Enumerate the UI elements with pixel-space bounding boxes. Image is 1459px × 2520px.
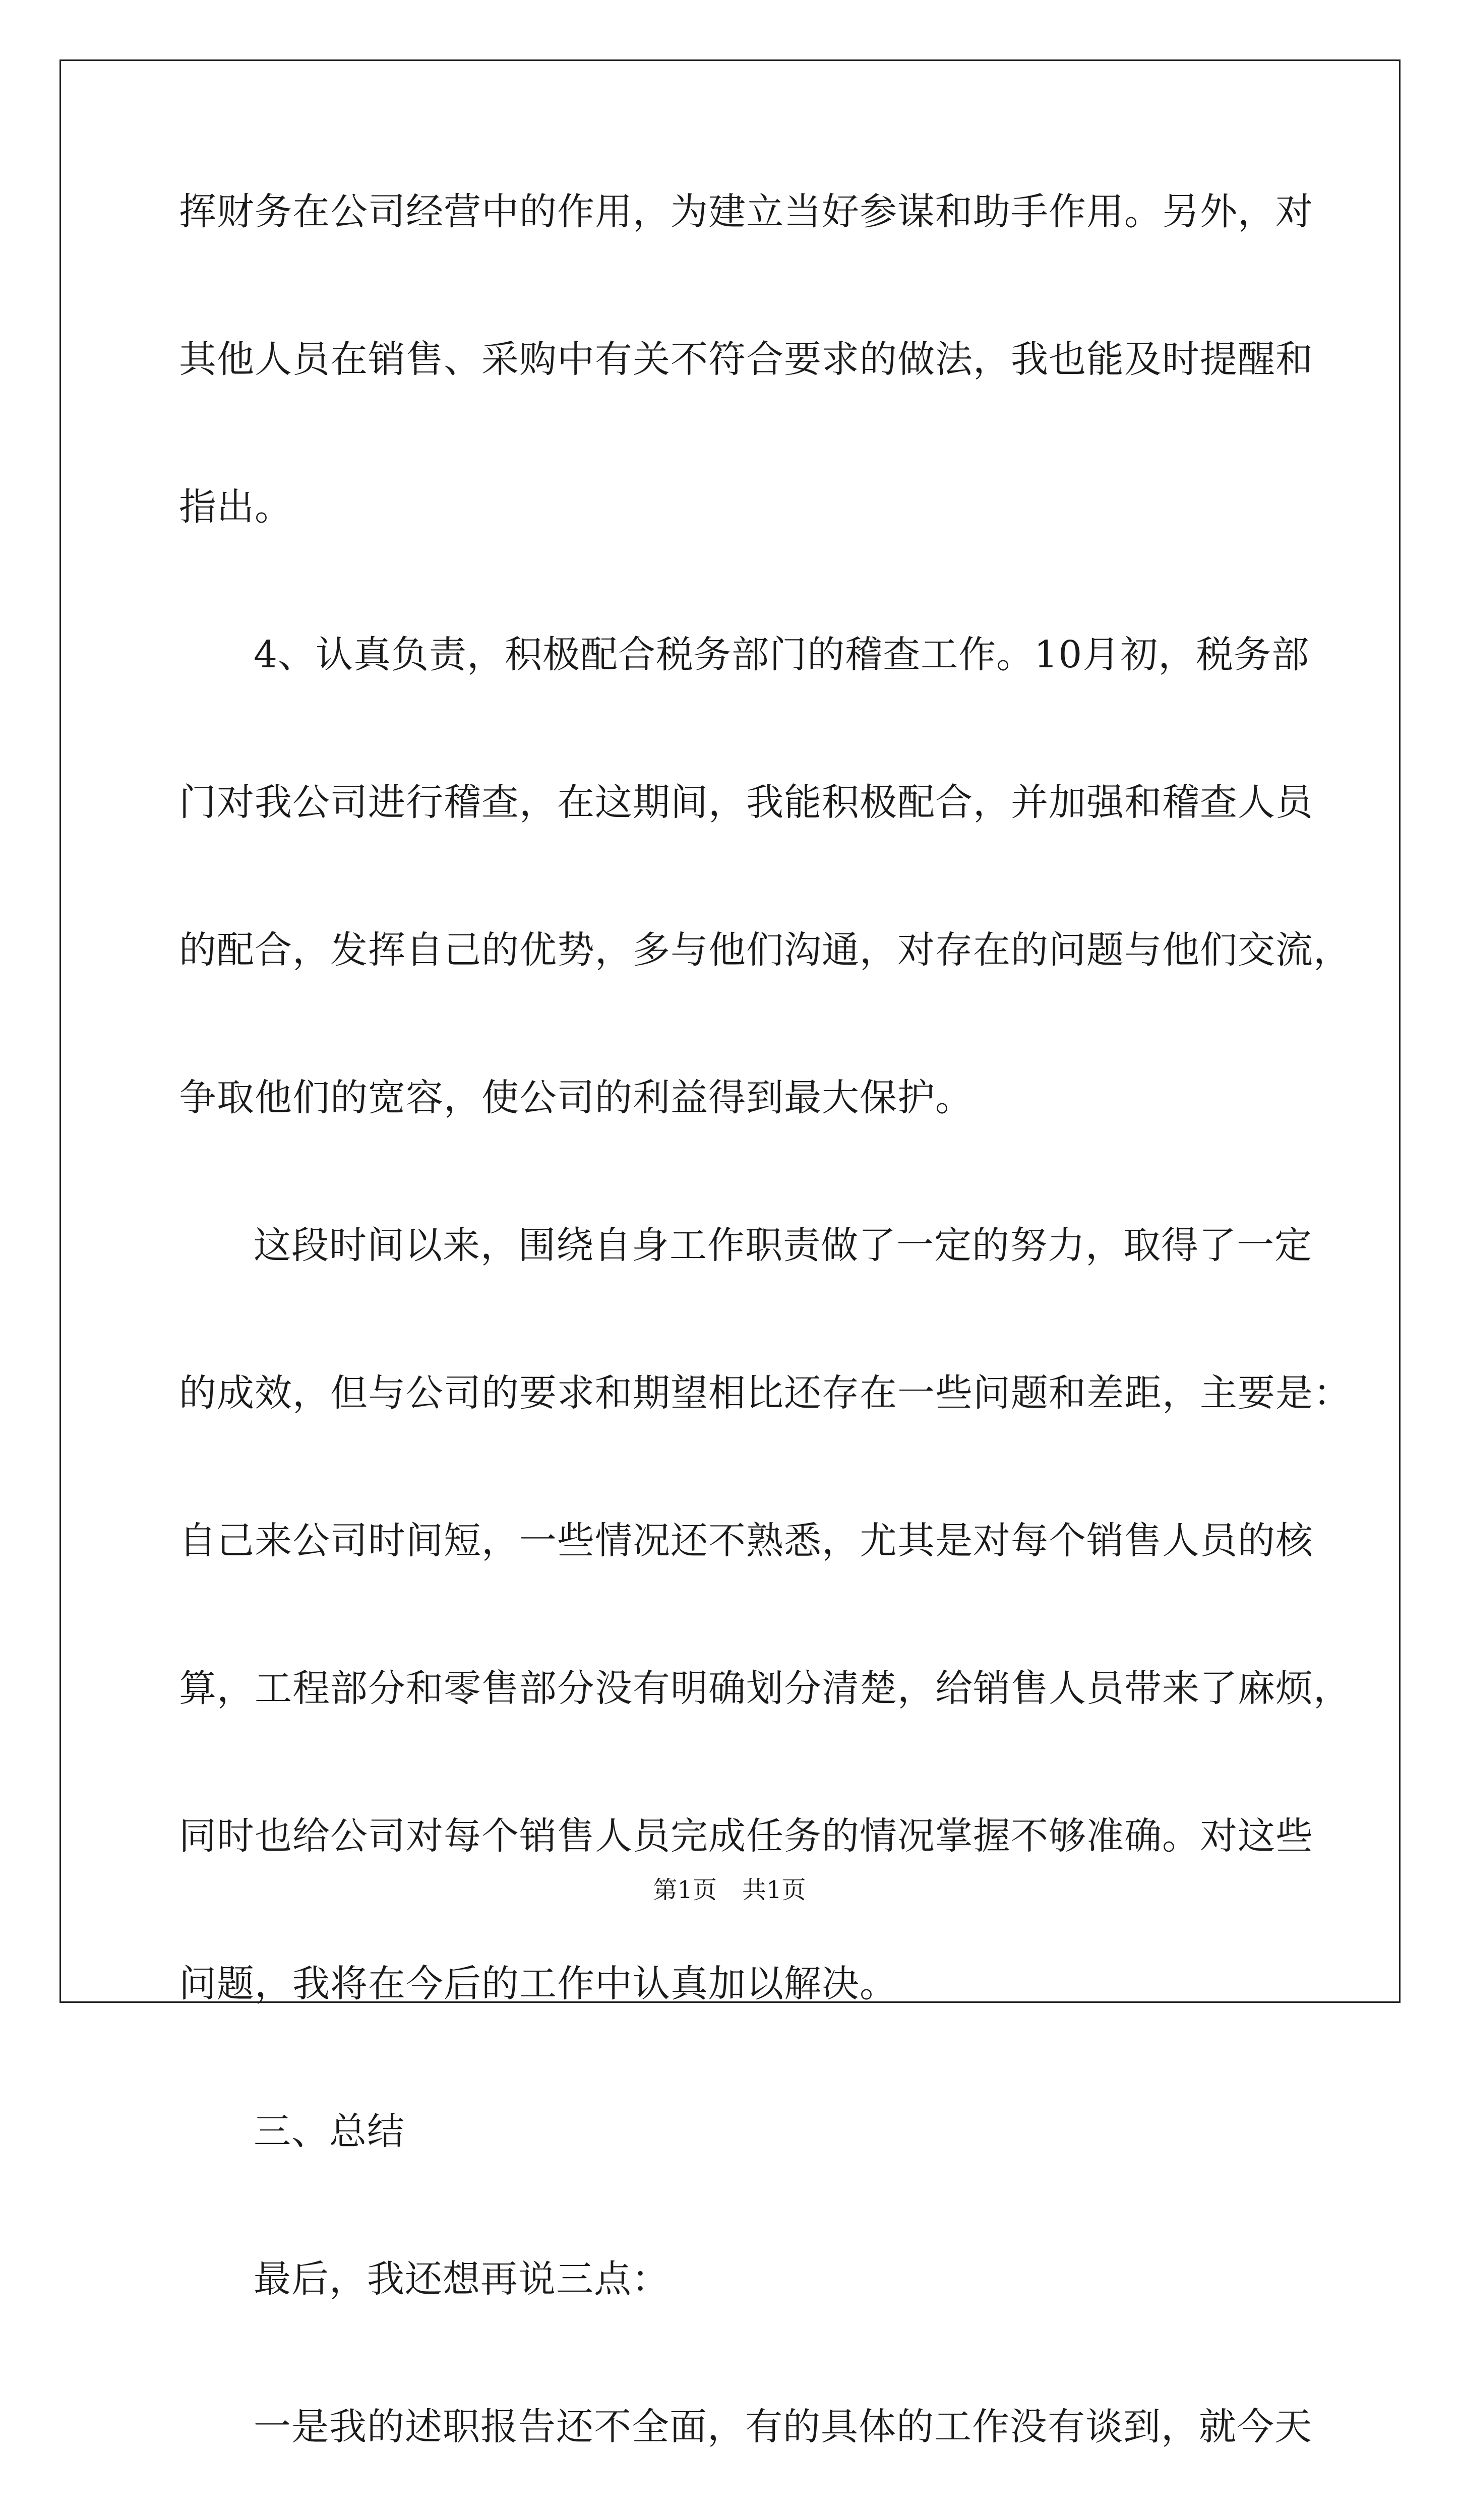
text-line: 的成效，但与公司的要求和期望相比还存在一些问题和差距，主要是：: [179, 1371, 1351, 1415]
page-total: 共1页: [742, 1876, 806, 1904]
text-line: 4、认真负责，积极配合税务部门的稽查工作。10月初，税务部: [254, 633, 1310, 676]
text-line: 的配合，发挥自己的优势，多与他们沟通，对存在的问题与他们交流，: [179, 928, 1351, 972]
section-heading: 三、总结: [254, 2110, 405, 2153]
text-line: 争取他们的宽容，使公司的利益得到最大保护。: [179, 1076, 973, 1119]
text-line: 最后，我还想再说三点：: [254, 2257, 670, 2301]
text-line: 这段时间以来，围绕自身工作职责做了一定的努力，取得了一定: [254, 1224, 1312, 1267]
text-line: 一是我的述职报告还不全面，有的具体的工作没有谈到，就今天: [254, 2405, 1312, 2448]
text-line: 问题，我将在今后的工作中认真加以解决。: [179, 1962, 897, 2005]
text-line: 挥财务在公司经营中的作用，为建立当好参谋和助手作用。另外，对: [179, 190, 1313, 233]
text-line: 其他人员在销售、采购中有关不符合要求的做法，我也能及时提醒和: [179, 338, 1313, 381]
text-line: 自己来公司时间短，一些情况还不熟悉，尤其是对每个销售人员的核: [179, 1519, 1313, 1562]
page-footer: [0, 1875, 1459, 1905]
document-body: [179, 186, 1351, 2520]
page-number: 第1页: [653, 1876, 717, 1904]
text-line: 门对我公司进行稽查，在这期间，我能积极配合，并加强和稽查人员: [179, 781, 1313, 824]
text-line: 同时也给公司对每个销售人员完成任务的情况掌握不够准确。对这些: [179, 1814, 1313, 1858]
text-line: 算，工程部分和零售部分没有明确划分清楚，给销售人员带来了麻烦，: [179, 1667, 1351, 1710]
text-line: 指出。: [179, 485, 292, 529]
